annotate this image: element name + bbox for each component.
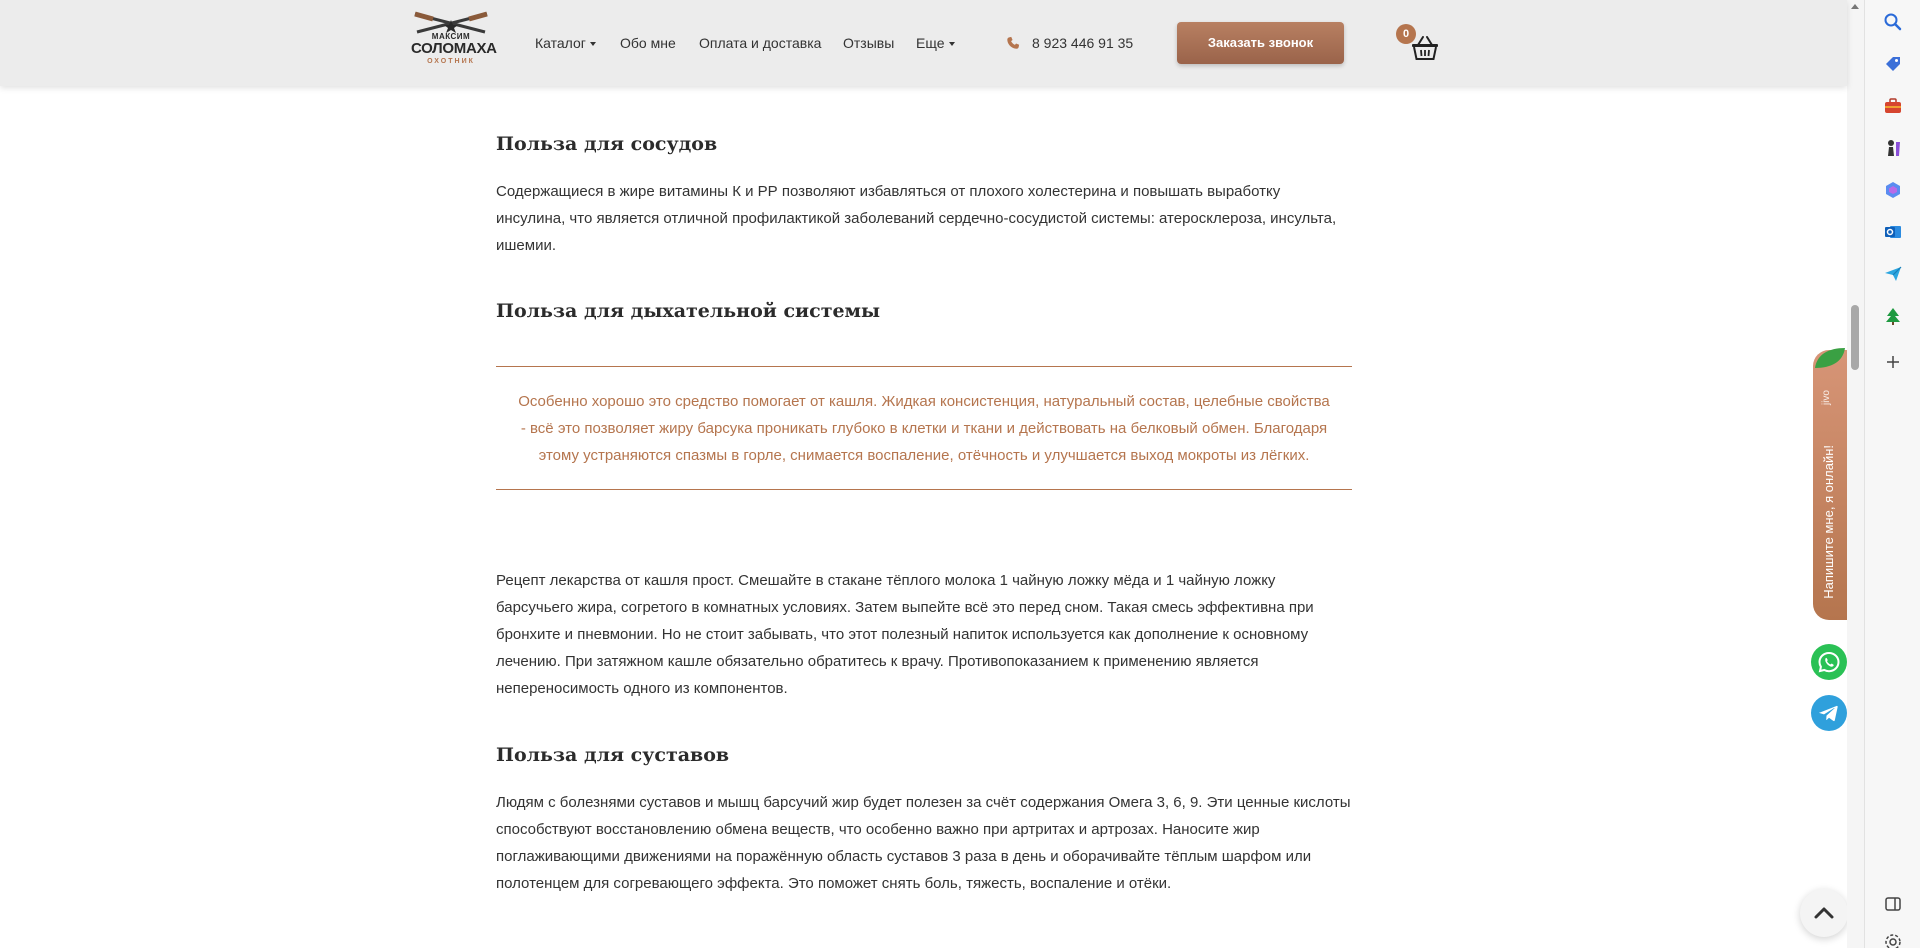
browser-side-panel — [1864, 0, 1920, 948]
scroll-to-top-button[interactable] — [1800, 889, 1848, 937]
whatsapp-button[interactable] — [1811, 644, 1847, 680]
site-logo[interactable] — [411, 10, 497, 74]
settings-icon[interactable] — [1883, 932, 1903, 948]
tag-icon[interactable] — [1883, 54, 1903, 74]
briefcase-icon[interactable] — [1883, 96, 1903, 116]
nav-item-label: Еще — [916, 35, 945, 51]
chevron-up-icon — [1800, 889, 1848, 937]
send-icon[interactable] — [1883, 264, 1903, 284]
chat-brand: jivo — [1821, 390, 1832, 406]
quote-text: Особенно хорошо это средство помогает от кашля. Жидкая консистенция, натуральный состав, целебные свойства - всё это позволяет жиру барсука проникать глубоко в клетки и ткани и действовать на белковый обмен. Благодаря этому устраняются спазмы в горле, снимается воспаление, отёчность и улучшается выход мокроты из лёгких. — [518, 393, 1330, 464]
nav-item-payment-delivery[interactable] — [699, 35, 821, 51]
sidebar-toggle-icon[interactable] — [1883, 894, 1903, 914]
section-title-joints: Польза для суставов — [496, 744, 730, 766]
caret-down-icon — [590, 42, 596, 46]
section-paragraph-vessels: Содержащиеся в жире витамины К и РР позволяют избавляться от плохого холестерина и повышать выработку инсулина, что является отличной профилактикой заболеваний сердечно-сосудистой системы: атеросклероза, инсульта, ишемии. — [496, 183, 1337, 254]
logo-line-3: ОХОТНИК — [427, 58, 475, 65]
order-call-button[interactable]: Заказать звонок — [1177, 22, 1344, 64]
leaf-icon — [1813, 346, 1847, 370]
caret-down-icon — [949, 42, 955, 46]
outlook-icon[interactable] — [1883, 222, 1903, 242]
section-paragraph-joints: Людям с болезнями суставов и мышц барсучий жир будет полезен за счёт содержания Омега 3, 6, 9. Эти ценные кислоты способствуют восстановлению обмена веществ, что особенно важно при артритах и артрозах. Наносите жир поглаживающими движениями на поражённую область суставов 3 раза в день и оборачивайте тёплым шарфом или полотенцем для согревающего эффекта. Это поможет снять боль, тяжесть, воспаление и отёки. — [496, 794, 1351, 892]
logo-line-2: СОЛОМАХА — [411, 40, 497, 57]
phone-icon — [1006, 36, 1020, 50]
nav-item-catalog[interactable] — [535, 35, 596, 51]
nav-item-reviews[interactable] — [843, 35, 894, 51]
chess-icon[interactable] — [1883, 138, 1903, 158]
cart-count-badge: 0 — [1396, 24, 1416, 44]
highlight-quote — [496, 366, 1352, 490]
copilot-icon[interactable] — [1883, 180, 1903, 200]
chat-tab-label: Напишите мне, я онлайн! — [1821, 445, 1836, 599]
nav-item-about[interactable] — [620, 35, 676, 51]
nav-item-label: Отзывы — [843, 35, 895, 51]
section-title-vessels: Польза для сосудов — [496, 133, 718, 155]
page-scrollbar[interactable] — [1847, 0, 1864, 948]
site-header — [0, 0, 1847, 86]
plus-icon[interactable] — [1883, 352, 1903, 372]
cart-button[interactable] — [1396, 22, 1440, 66]
phone-number: 8 923 446 91 35 — [1032, 35, 1134, 51]
whatsapp-icon — [1811, 644, 1847, 680]
tree-icon[interactable] — [1883, 306, 1903, 326]
section-title-respiratory: Польза для дыхательной системы — [496, 300, 881, 322]
telegram-button[interactable] — [1811, 695, 1847, 731]
nav-item-label: Обо мне — [620, 35, 676, 51]
telegram-icon — [1811, 695, 1847, 731]
nav-item-more[interactable] — [916, 35, 955, 51]
search-icon[interactable] — [1883, 12, 1903, 32]
online-chat-tab[interactable] — [1813, 350, 1847, 620]
nav-item-label: Оплата и доставка — [699, 35, 822, 51]
section-paragraph-respiratory: Рецепт лекарства от кашля прост. Смешайте в стакане тёплого молока 1 чайную ложку мёда и 1 чайную ложку барсучьего жира, согретого в комнатных условиях. Затем выпейте всё это перед сном. Такая смесь эффективна при бронхите и пневмонии. Но не стоит забывать, что этот полезный напиток используется как дополнение к основному лечению. При затяжном кашле обязательно обратитесь к врачу. Противопоказанием к применению является непереносимость одного из компонентов. — [496, 572, 1314, 697]
scroll-up-arrow-icon[interactable] — [1851, 4, 1859, 9]
nav-item-label: Каталог — [535, 35, 586, 51]
logo-line-1: МАКСИМ — [431, 32, 471, 41]
scroll-thumb[interactable] — [1851, 305, 1859, 370]
